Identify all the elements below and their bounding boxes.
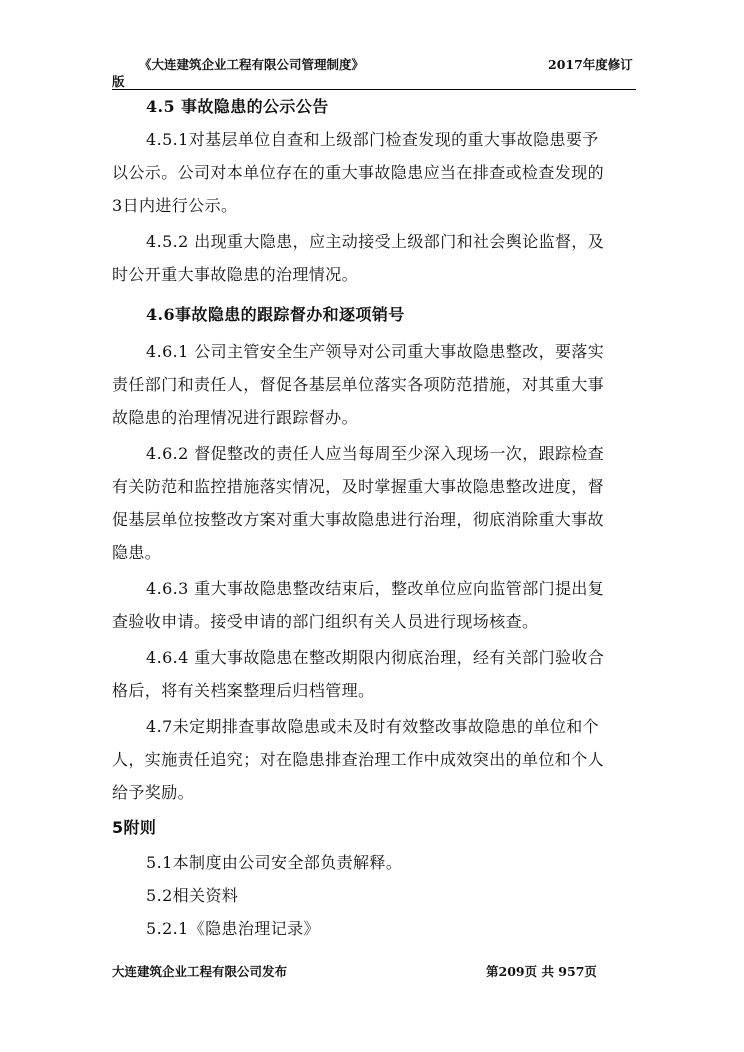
footer-publisher: 大连建筑企业工程有限公司发布: [112, 964, 288, 979]
paragraph-line: 5.2相关资料: [146, 886, 239, 905]
section-heading-4-5: 4.5 事故隐患的公示公告: [146, 97, 329, 116]
footer-page-number: 第209页 共 957页: [486, 964, 597, 979]
paragraph-line: 人，实施责任追究；对在隐患排查治理工作中成效突出的单位和个人: [112, 750, 605, 769]
paragraph-line: 故隐患的治理情况进行跟踪督办。: [112, 408, 359, 427]
paragraph-line: 4.6.1 公司主管安全生产领导对公司重大事故隐患整改，要落实: [146, 342, 605, 361]
paragraph-line: 3日内进行公示。: [112, 196, 238, 215]
section-heading-4-6: 4.6事故隐患的跟踪督办和逐项销号: [146, 305, 405, 324]
header-edition: 2017年度修订: [548, 57, 633, 72]
paragraph-line: 4.5.2 出现重大隐患，应主动接受上级部门和社会舆论监督，及: [146, 232, 605, 251]
paragraph-line: 促基层单位按整改方案对重大事故隐患进行治理，彻底消除重大事故: [112, 510, 605, 529]
paragraph-line: 以公示。公司对本单位存在的重大事故隐患应当在排查或检查发现的: [112, 163, 605, 182]
paragraph-line: 给予奖励。: [112, 783, 195, 802]
header-rule: [112, 89, 636, 90]
paragraph-line: 时公开重大事故隐患的治理情况。: [112, 265, 359, 284]
paragraph-line: 4.6.3 重大事故隐患整改结束后，整改单位应向监管部门提出复: [146, 579, 605, 598]
header-edition-wrap: 版: [112, 74, 125, 89]
header-title: 《大连建筑企业工程有限公司管理制度》: [139, 57, 365, 72]
paragraph-line: 责任部门和责任人，督促各基层单位落实各项防范措施，对其重大事: [112, 375, 605, 394]
section-heading-5: 5附则: [112, 818, 157, 837]
paragraph-line: 隐患。: [112, 543, 162, 562]
paragraph-line: 4.7未定期排查事故隐患或未及时有效整改事故隐患的单位和个: [146, 717, 600, 736]
paragraph-line: 格后，将有关档案整理后归档管理。: [112, 681, 375, 700]
paragraph-line: 4.6.2 督促整改的责任人应当每周至少深入现场一次，跟踪检查: [146, 444, 605, 463]
paragraph-line: 查验收申请。接受申请的部门组织有关人员进行现场核查。: [112, 612, 539, 631]
paragraph-line: 5.2.1《隐患治理记录》: [146, 919, 320, 938]
paragraph-line: 4.6.4 重大事故隐患在整改期限内彻底治理，经有关部门验收合: [146, 648, 605, 667]
paragraph-line: 5.1本制度由公司安全部负责解释。: [146, 853, 403, 872]
paragraph-line: 有关防范和监控措施落实情况，及时掌握重大事故隐患整改进度，督: [112, 477, 605, 496]
paragraph-line: 4.5.1对基层单位自查和上级部门检查发现的重大事故隐患要予: [146, 130, 599, 149]
